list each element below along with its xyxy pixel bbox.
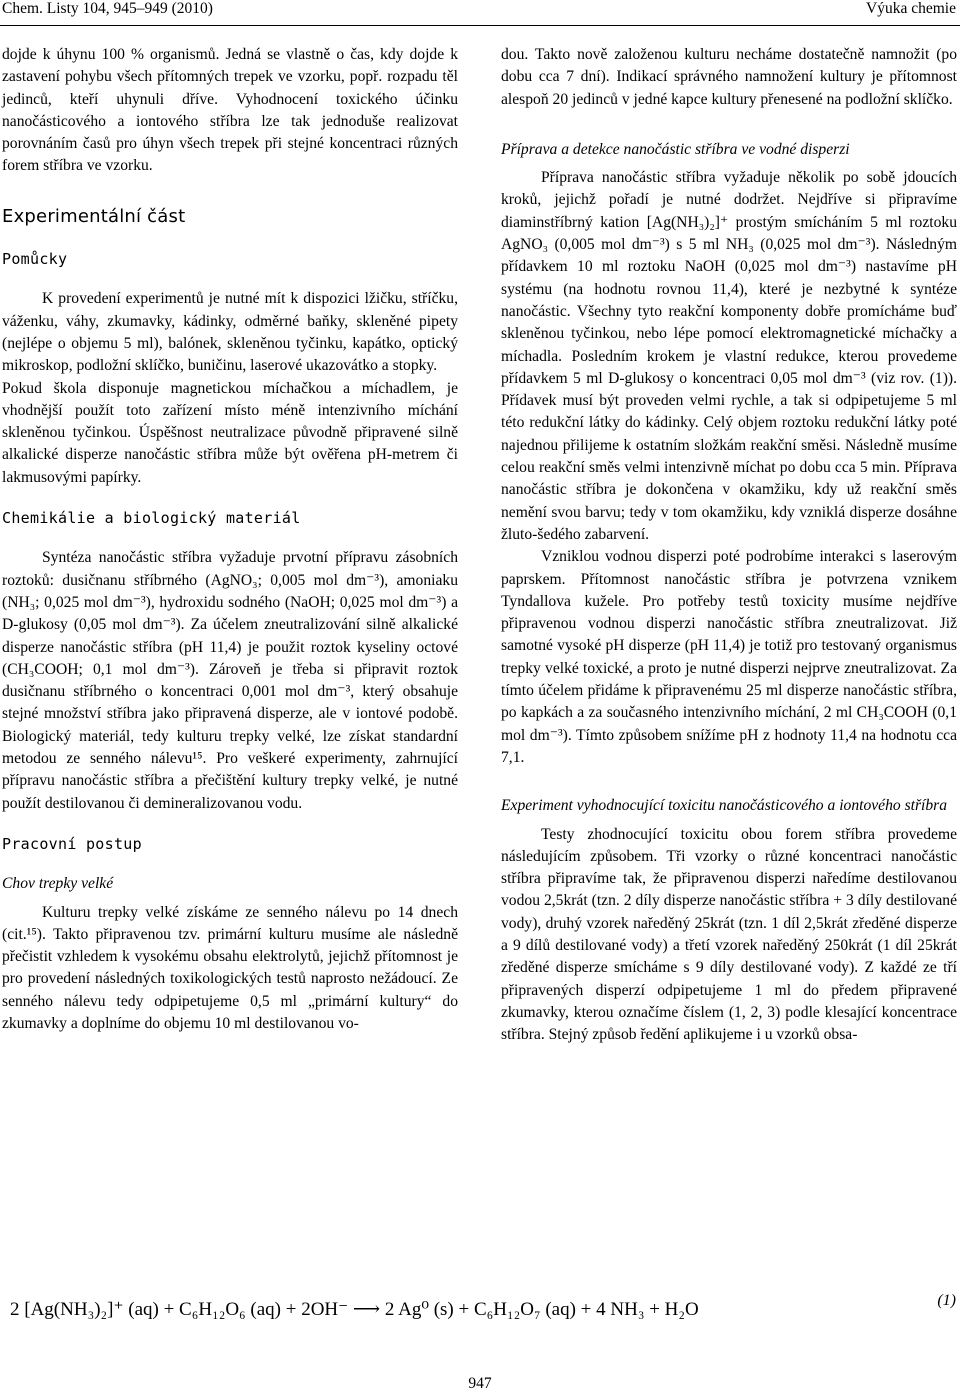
intro-paragraph: dojde k úhynu 100 % organismů. Jedná se vlastně o čas, kdy dojde k zastavení pohybu všech přítomných trepek ve vzorku, popř. rozpadu těl jedinců, kteří uhynuli dříve. Vyhodnocení toxického účinku nanočásticového a iontového stříbra lze tak jednoduše realizovat porovnáním časů pro úhyn všech trepek při stejné koncentraci různých forem stříbra ve vzorku. (2, 46, 458, 175)
equation-text: 2 [Ag(NH₃)₂]⁺ (aq) + C₆H₁₂O₆ (aq) + 2OH⁻ ⟶ 2 Ag⁰ (s) + C₆H₁₂O₇ (aq) + 4 NH₃ + H₂O (10, 1299, 699, 1320)
breeding-continuation: dou. Takto nově založenou kulturu necháme dostatečně namnožit (po dobu cca 7 dní). Indikací správného namnožení kultury je přítomnost alespoň 20 jedinců v jedné kapce kultury přenesené na podložní sklíčko. (501, 46, 957, 108)
preparation-paragraph-1: Příprava nanočástic stříbra vyžaduje několik po sobě jdoucích kroků, jejichž pořadí je nutné dodržet. Nejdříve si připravíme diaminstříbrný kation [Ag(NH₃)₂]⁺ prostým smícháním 5 ml roztoku AgNO₃ (0,005 mol dm⁻³) s 5 ml NH₃ (0,025 mol dm⁻³). Následným přídavkem 10 ml roztoku NaOH (0,025 mol dm⁻³) nastavíme pH systému (na hodnotu rovnou 11,4), které je nezbytné k syntéze nanočástic. Všechny tyto reakční komponenty dobře promícháme buď skleněnou tyčinkou, nebo lépe pomocí elektromagnetické míchačky a míchadla. Posledním krokem je vlastní redukce, kterou provedeme přídavkem 5 ml D-glukosy o koncentraci 0,05 mol dm⁻³ (viz rov. (1)). Přídavek musí být proveden velmi rychle, a tak si odpipetujeme 5 ml této redukční látky do kádinky. Celý objem roztoku redukční látky poté najednou přilijeme k ostatním složkám reakční směsi. Následně musíme celou reakční směs velmi intenzivně míchat po dobu cca 5 min. Příprava nanočástic stříbra je dokončena v okamžiku, kdy už reakční směs nemění svou barvu; tedy v tom okamžiku, kdy vzniklá disperze dosáhne žluto-šedého zabarvení. (501, 169, 957, 543)
reaction-equation (0, 1292, 960, 1336)
right-column (501, 44, 957, 1046)
subsection-title-procedure: Pracovní postup (2, 834, 142, 853)
heading-breeding: Chov trepky velké (2, 875, 114, 893)
tools-paragraph-1: K provedení experimentů je nutné mít k dispozici lžičku, stříčku, váženku, váhy, zkumavky, kádinky, odměrné baňky, skleněné pipety (nejlépe o objemu 5 ml), balónek, skleněnou tyčinku, kapátko, optický mikroskop, podložní sklíčko, buničinu, laserové ukazovátko a stopky. (2, 290, 458, 375)
tools-paragraph-2: Pokud škola disponuje magnetickou míchačkou a míchadlem, je vhodnější použít toto zařízení místo méně intenzivního míchání skleněnou tyčinkou. Úspěšnost neutralizace původně připravené silně alkalické disperze nanočástic stříbra může být ověřena pH-metrem či lakmusovými papírky. (2, 379, 458, 486)
page-header (0, 0, 960, 26)
subsection-title-tools: Pomůcky (2, 250, 68, 269)
left-column (2, 44, 458, 1035)
preparation-paragraph-2: Vzniklou vodnou disperzi poté podrobíme interakci s laserovým paprskem. Přítomnost nanočástic stříbra je potvrzena vznikem Tyndallova kužele. Pro potřeby testů toxicity musíme nejdříve připravenou vodnou disperzi nanočástic stříbra zneutralizovat. Již samotné vysoké pH disperze (pH 11,4) je totiž pro testovaný organismus trepky velké toxické, a proto je nutné disperzi nejprve zneutralizovat. Za tímto účelem přidáme k připravenému 25 ml disperze nanočástic stříbra, po kapkách a za současného intenzivního míchání, 2 ml CH₃COOH (0,1 mol dm⁻³). Tímto způsobem snížíme pH z hodnoty 11,4 na hodnotu cca 7,1. (501, 548, 957, 766)
header-rule (0, 25, 960, 26)
breeding-paragraph: Kulturu trepky velké získáme ze senného nálevu po 14 dnech (cit.¹⁵). Takto připravenou tzv. primární kulturu musíme ale následně přečistit vzhledem k vysokému obsahu elektrolytů, jejichž přítomnost je pro provedení následných toxikologických testů naprosto nežádoucí. Ze senného nálevu tedy odpipetujeme 0,5 ml „primární kultury“ do zkumavky a doplníme do objemu 10 ml destilovanou vo- (2, 903, 458, 1032)
subsection-title-chemicals: Chemikálie a biologický materiál (2, 509, 301, 528)
heading-experiment: Experiment vyhodnocující toxicitu nanočásticového a iontového stříbra (501, 797, 948, 815)
journal-citation: Chem. Listy 104, 945–949 (2010) (2, 0, 213, 17)
page-number: 947 (468, 1375, 492, 1392)
experiment-paragraph: Testy zhodnocující toxicitu obou forem stříbra provedeme následujícím způsobem. Tři vzorky o různé koncentraci nanočástic stříbra připravíme tak, že připravenou disperzi naředíme destilovanou vodou 2,5krát (tzn. 2 díly disperze nanočástic stříbra + 3 díly destilované vody), druhý vzorek naředěný 25krát (tzn. 1 díl 2,5krát zředěné disperze a 9 dílů destilované vody) a třetí vzorek naředěný 250krát (1 díl 25krát zředěné disperze smícháme s 9 díly destilované vody). Z každé ze tří připravených disperzí odpipetujeme 1 ml do předem připravené zkumavky, kterou označíme číslem (1, 2, 3) podle klesající koncentrace stříbra. Stejný způsob ředění aplikujeme i u vzorků obsa- (501, 825, 957, 1044)
heading-preparation: Příprava a detekce nanočástic stříbra ve vodné disperzi (501, 140, 850, 158)
section-title-experimental: Experimentální část (2, 205, 186, 227)
chemicals-paragraph: Syntéza nanočástic stříbra vyžaduje prvotní přípravu zásobních roztoků: dusičnanu stříbrného (AgNO₃; 0,005 mol dm⁻³), amoniaku (NH₃; 0,025 mol dm⁻³), hydroxidu sodného (NaOH; 0,025 mol dm⁻³) a D-glukosy (0,05 mol dm⁻³). Za účelem zneutralizování silně alkalické disperze nanočástic stříbra (pH 11,4) je použit roztok kyseliny octové (CH₃COOH; 0,1 mol dm⁻³). Zároveň je třeba si připravit roztok dusičnanu stříbrného o koncentraci 0,001 mol dm⁻³, který obsahuje stejné množství stříbra jako připravená disperze, ale v iontové podobě. Biologický materiál, tedy kulturu trepky velké, lze získat standardní metodou ze senného nálevu¹⁵. Pro veškeré experimenty, zahrnující přípravu nanočástic stříbra a přečištění kultury trepky velké, je nutné použít destilovanou či demineralizovanou vodu. (2, 549, 458, 812)
section-label: Výuka chemie (866, 0, 956, 17)
equation-number: (1) (937, 1292, 956, 1309)
